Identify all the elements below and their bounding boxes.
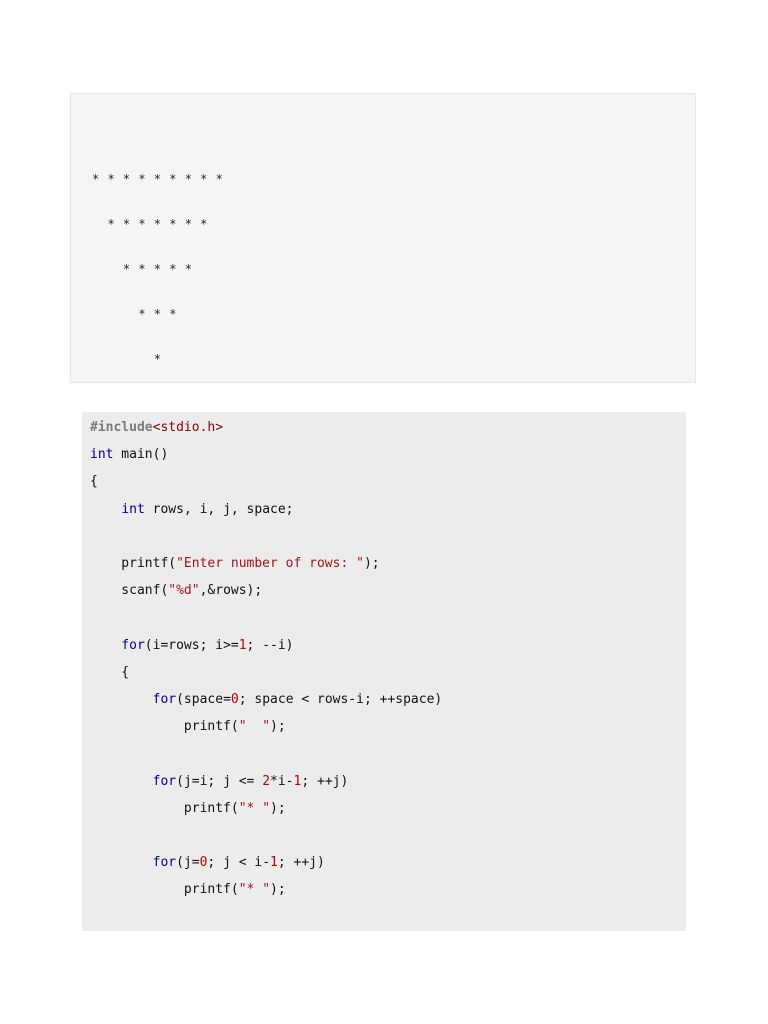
code-token: printf( xyxy=(90,800,239,816)
code-token: ); xyxy=(270,800,286,816)
code-line xyxy=(90,420,223,436)
code-line xyxy=(90,583,262,599)
code-token: for xyxy=(121,637,145,653)
code-line xyxy=(90,556,380,572)
code-token: " " xyxy=(238,719,271,735)
code-line xyxy=(90,801,286,817)
code-token: "* " xyxy=(238,800,271,816)
code-line xyxy=(90,692,442,708)
code-token xyxy=(90,774,153,789)
code-token: (j= xyxy=(176,855,200,871)
code-token: 0 xyxy=(230,692,239,707)
code-token: int xyxy=(90,447,114,463)
code-token xyxy=(90,855,153,870)
code-token: int xyxy=(121,501,145,517)
code-token: ); xyxy=(363,556,380,571)
code-block xyxy=(82,412,686,931)
code-token: main() xyxy=(113,447,169,463)
code-token: #include xyxy=(90,420,153,435)
code-token: <stdio.h> xyxy=(152,420,224,435)
code-token: 0 xyxy=(199,855,208,871)
code-line xyxy=(90,447,168,463)
code-token: for xyxy=(152,692,177,707)
output-line: * xyxy=(92,352,162,366)
code-token: { xyxy=(90,474,98,490)
output-line: * * * * * * * xyxy=(92,217,208,231)
code-line xyxy=(90,665,129,681)
code-token: for xyxy=(152,773,177,789)
output-panel xyxy=(70,93,696,383)
code-token: ; space < rows-i; ++space) xyxy=(238,692,443,707)
code-token: 2 xyxy=(262,773,271,789)
code-line xyxy=(90,474,98,490)
code-token: 1 xyxy=(293,773,302,789)
code-line xyxy=(90,638,294,654)
code-token: for xyxy=(152,855,177,871)
code-token: ); xyxy=(270,882,286,898)
code-token: ; j < i- xyxy=(207,855,271,871)
output-line: * * * * * * * * * xyxy=(92,172,224,186)
code-token: ; ++j) xyxy=(277,855,325,871)
code-token: ; ++j) xyxy=(301,773,349,789)
code-token: printf( xyxy=(90,556,177,571)
code-token: ); xyxy=(270,719,286,735)
code-line xyxy=(90,855,325,871)
code-token xyxy=(90,502,121,517)
code-token: "* " xyxy=(238,882,271,898)
code-token: printf( xyxy=(90,719,239,735)
output-line: * * * xyxy=(92,307,177,321)
code-token: 1 xyxy=(270,855,278,871)
output-line: * * * * * xyxy=(92,262,193,276)
code-token: { xyxy=(90,664,130,680)
code-token: scanf( xyxy=(90,583,169,599)
code-line xyxy=(90,502,294,518)
code-line xyxy=(90,882,286,898)
code-token: (j=i; j <= xyxy=(176,773,263,789)
code-token: rows, i, j, space; xyxy=(144,501,294,517)
code-token: "%d" xyxy=(168,583,200,599)
code-token: 1 xyxy=(238,637,247,653)
code-token: (space= xyxy=(176,692,231,707)
code-token xyxy=(90,692,153,707)
code-token: ; --i) xyxy=(246,637,294,653)
code-token xyxy=(90,638,121,653)
code-token: *i- xyxy=(270,773,294,789)
code-token: ,&rows); xyxy=(199,583,263,599)
code-line xyxy=(90,774,348,790)
code-token: (i=rows; i>= xyxy=(144,637,239,653)
code-token: printf( xyxy=(90,882,239,898)
code-line xyxy=(90,719,286,735)
code-token: "Enter number of rows: " xyxy=(176,556,364,571)
